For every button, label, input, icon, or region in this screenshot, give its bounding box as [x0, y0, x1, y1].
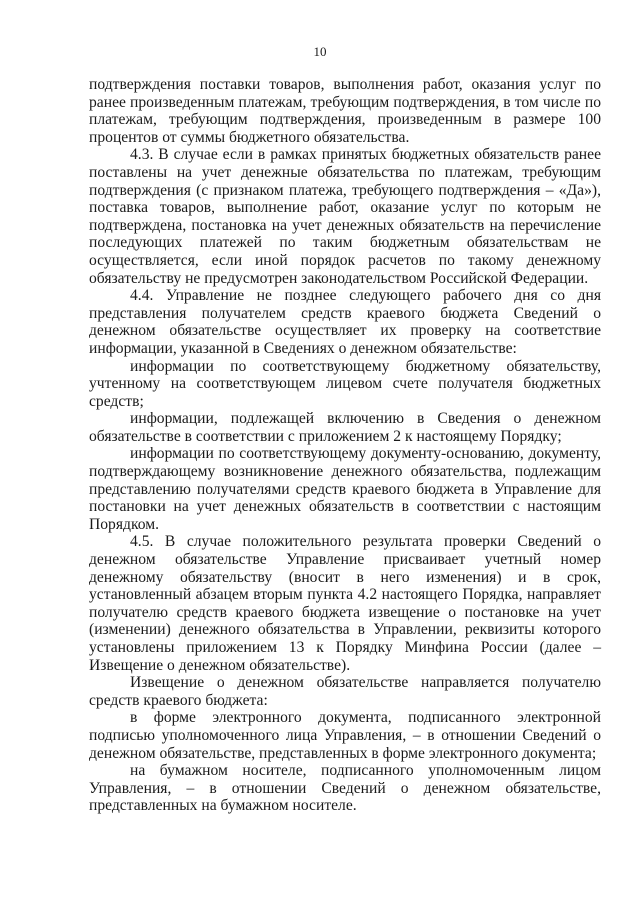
paragraph-4-4-item-1: информации по соответствующему бюджетному обязательству, учтенному на соответствующем лицевом счете получателя бюджетных средств; [89, 357, 601, 410]
page-number: 10 [313, 44, 327, 59]
paragraph-continuation: подтверждения поставки товаров, выполнения работ, оказания услуг по ранее произведенным платежам, требующим подтверждения, в том числе по платежам, требующим подтверждения, произведенным в размере 100 процентов от суммы бюджетного обязательства. [89, 76, 601, 146]
paragraph-notice-electronic: в форме электронного документа, подписанного электронной подписью уполномоченного лица Управления, – в отношении Сведений о денежном обязательстве, представленных в форме электронного документа; [89, 709, 601, 762]
paragraph-4-5: 4.5. В случае положительного результата проверки Сведений о денежном обязательстве Управление присваивает учетный номер денежному обязательству (вносит в него изменения) и в срок, установленный абзацем вторым пункта 4.2 настоящего Порядка, направляет получателю средств краевого бюджета извещение о постановке на учет (изменении) денежного обязательства в Управлении, реквизиты которого установлены приложением 13 к Порядку Минфина России (далее – Извещение о денежном обязательстве). [89, 533, 601, 674]
paragraph-4-4-item-3: информации по соответствующему документу-основанию, документу, подтверждающему возникновение денежного обязательства, подлежащим представлению получателями средств краевого бюджета в Управление для постановки на учет денежных обязательств в соответствии с настоящим Порядком. [89, 445, 601, 533]
paragraph-4-3: 4.3. В случае если в рамках принятых бюджетных обязательств ранее поставлены на учет денежные обязательства по платежам, требующим подтверждения (с признаком платежа, требующего подтверждения – «Да»), поставка товаров, выполнение работ, оказание услуг по которым не подтверждена, постановка на учет денежных обязательств на перечисление последующих платежей по таким бюджетным обязательствам не осуществляется, если иной порядок расчетов по такому денежному обязательству не предусмотрен законодательством Российской Федерации. [89, 146, 601, 287]
paragraph-notice: Извещение о денежном обязательстве направляется получателю средств краевого бюджета: [89, 674, 601, 709]
paragraph-4-4: 4.4. Управление не позднее следующего рабочего дня со дня представления получателем средств краевого бюджета Сведений о денежном обязательстве осуществляет их проверку на соответствие информации, указанной в Сведениях о денежном обязательстве: [89, 287, 601, 357]
document-body [89, 76, 601, 815]
paragraph-notice-paper: на бумажном носителе, подписанного уполномоченным лицом Управления, – в отношении Сведений о денежном обязательстве, представленных на бумажном носителе. [89, 762, 601, 815]
paragraph-4-4-item-2: информации, подлежащей включению в Сведения о денежном обязательстве в соответствии с приложением 2 к настоящему Порядку; [89, 410, 601, 445]
